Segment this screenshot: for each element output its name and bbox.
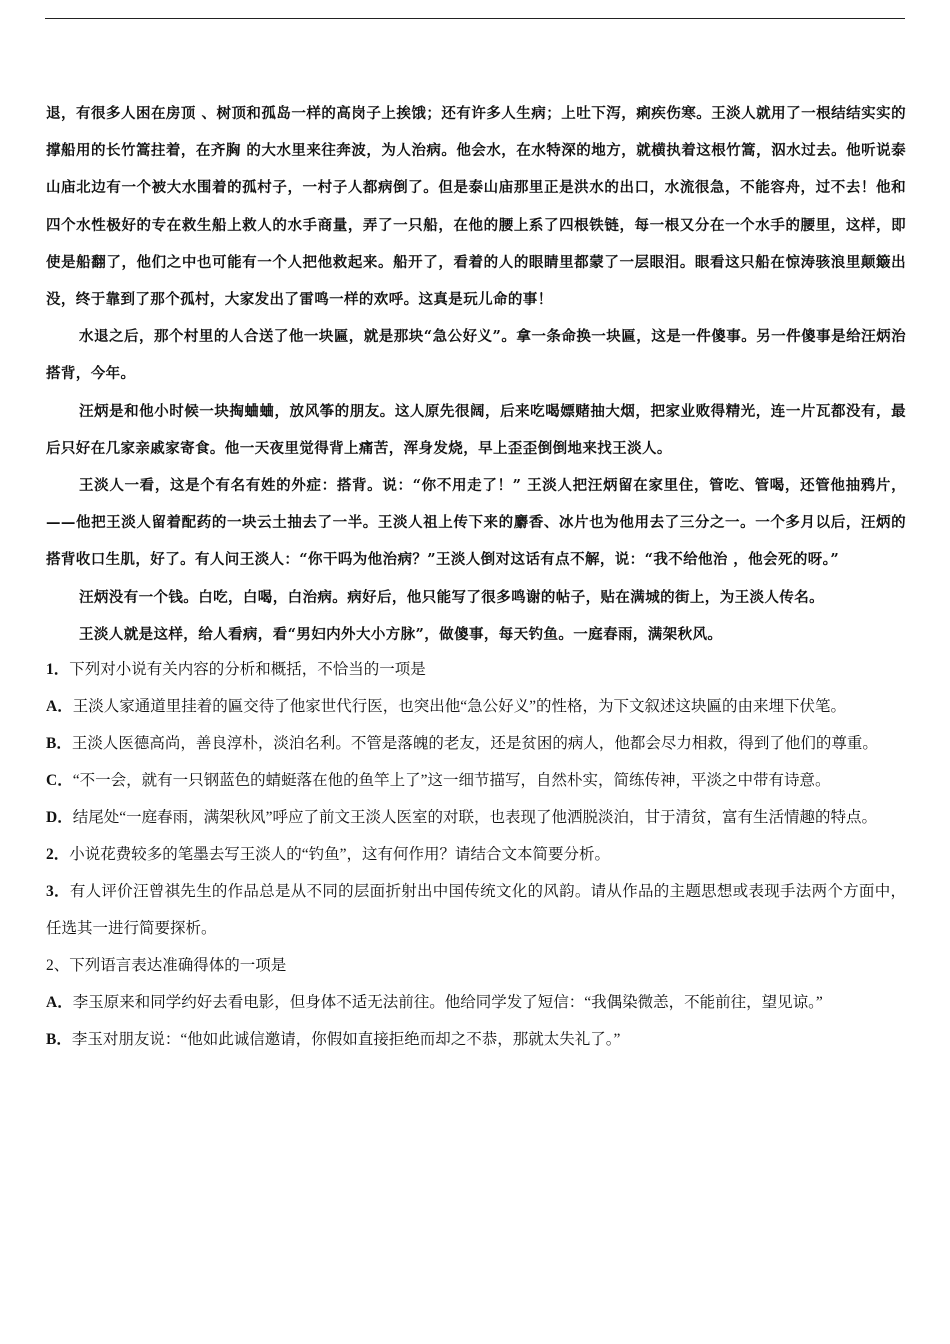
option-item [46,799,906,836]
question-item [46,873,906,947]
story-paragraph: 退，有很多人困在房顶 、树顶和孤岛一样的高岗子上挨饿；还有许多人生病；上吐下泻，痢疾伤寒。王淡人就用了一根结结实实的撑船用的长竹篙拄着，在齐胸 的大水里来往奔波，为人治病。他会水，在水特深的地方，就横执着这根竹篙，泅水过去。他听说泰山庙北边有一个被大水围着的孤村子，一村子人都病倒了。但是泰山庙那里正是洪水的出口，水流很急，不能容舟，过不去！他和四个水性极好的专在救生船上救人的水手商量，弄了一只船，在他的腰上系了四根铁链，每一根又分在一个水手的腰里，这样，即使是船翻了，他们之中也可能有一个人把他救起来。船开了，看着的人的眼睛里都蒙了一层眼泪。眼看这只船在惊涛骇浪里颠簸出没，终于靠到了那个孤村，大家发出了雷鸣一样的欢呼。这真是玩儿命的事！ [46,105,906,309]
story-paragraph: 汪炳没有一个钱。白吃，白喝，白治病。病好后，他只能写了很多鸣谢的帖子，贴在满城的街上，为王淡人传名。 [79,588,824,606]
question-item [46,836,906,873]
option-item [46,725,906,762]
option-text: 李玉原来和同学约好去看电影，但身体不适无法前往。他给同学发了短信：“我偶染微恙，不能前往，望见谅。” [72,994,823,1012]
question-text: 下列对小说有关内容的分析和概括，不恰当的一项是 [69,661,426,679]
question-text: 小说花费较多的笔墨去写王淡人的“钓鱼”，这有何作用？请结合文本简要分析。 [69,846,611,864]
option-text: “不一会，就有一只钢蓝色的蜻蜓落在他的鱼竿上了”这一细节描写，自然朴实，简练传神，平淡之中带有诗意。 [72,772,831,790]
option-text: 王淡人医德高尚，善良淳朴，淡泊名利。不管是落魄的老友，还是贫困的病人，他都会尽力相救，得到了他们的尊重。 [71,735,878,753]
option-letter: C． [46,772,73,790]
option-letter: B． [46,735,72,753]
story-text [46,95,906,653]
story-paragraph: 汪炳是和他小时候一块掏蛐蛐，放风筝的朋友。这人原先很阔，后来吃喝嫖赌抽大烟，把家业败得精光，连一片瓦都没有，最后只好在几家亲戚家寄食。他一天夜里觉得背上痛苦，浑身发烧，早上歪歪倒倒地来找王淡人。 [46,402,906,457]
question-text: 有人评价汪曾祺先生的作品总是从不同的层面折射出中国传统文化的风韵。请从作品的主题思想或表现手法两个方面中，任选其一进行简要探析。 [46,883,906,938]
story-paragraph: 王淡人一看，这是个有名有姓的外症：搭背。说：“你不用走了！” 王淡人把汪炳留在家里住，管吃、管喝，还管他抽鸦片，——他把王淡人留着配药的一块云土抽去了一半。王淡人祖上传下来的麝香、冰片也为他用去了三分之一。一个多月以后，汪炳的搭背收口生肌，好了。有人问王淡人：“你干吗为他治病？”王淡人倒对这话有点不解，说：“我不给他治 ，他会死的呀。” [46,477,906,569]
option-text: 李玉对朋友说：“他如此诚信邀请，你假如直接拒绝而却之不恭，那就太失礼了。” [71,1031,621,1049]
option-letter: B． [46,1031,72,1049]
question-text: 2、下列语言表达准确得体的一项是 [46,957,287,975]
question-number: 1． [46,661,70,679]
option-item [46,1021,906,1058]
question-item [46,651,906,688]
option-letter: A． [46,698,73,716]
option-item [46,984,906,1021]
question-section [46,651,906,1058]
option-letter: D． [46,809,73,827]
option-text: 王淡人家通道里挂着的匾交待了他家世代行医，也突出他“急公好义”的性格，为下文叙述这块匾的由来埋下伏笔。 [72,698,846,716]
question-number: 3． [46,883,70,901]
question-number: 2． [46,846,70,864]
document-page [46,95,906,1058]
header-rule [45,18,905,19]
option-item [46,688,906,725]
story-paragraph: 王淡人就是这样，给人看病，看“男妇内外大小方脉”，做傻事，每天钓鱼。一庭春雨，满架秋风。 [79,625,723,643]
option-text: 结尾处“一庭春雨，满架秋风”呼应了前文王淡人医室的对联，也表现了他洒脱淡泊，甘于清贫，富有生活情趣的特点。 [72,809,877,827]
story-paragraph: 水退之后，那个村里的人合送了他一块匾，就是那块“急公好义”。拿一条命换一块匾，这是一件傻事。另一件傻事是给汪炳治搭背，今年。 [46,328,906,383]
question-item [46,947,906,984]
option-item [46,762,906,799]
option-letter: A． [46,994,73,1012]
